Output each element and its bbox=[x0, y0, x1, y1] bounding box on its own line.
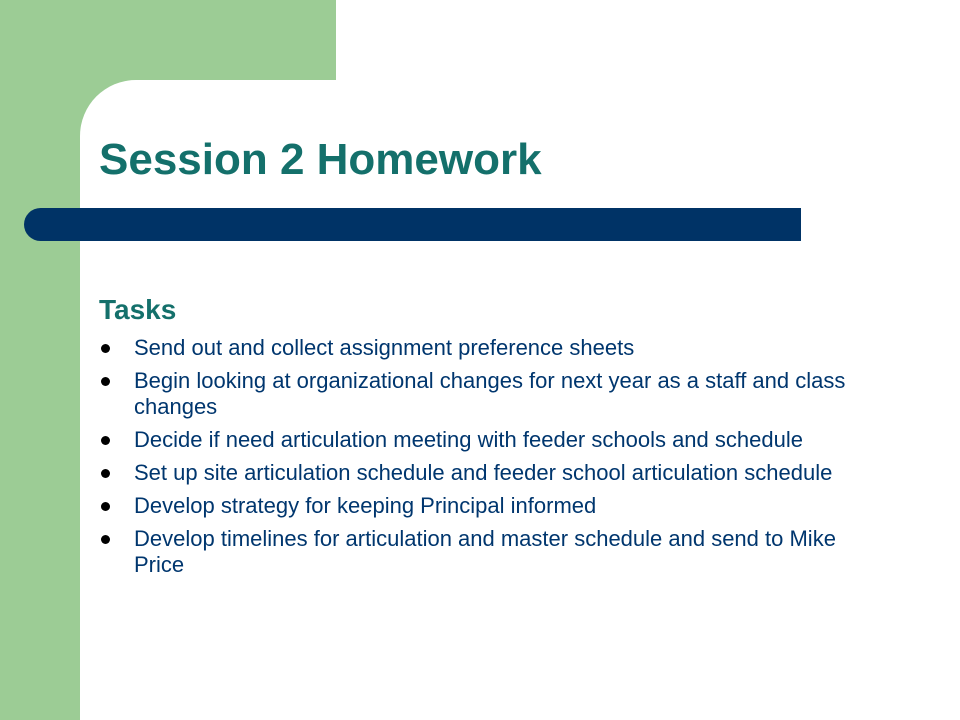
task-text: Set up site articulation schedule and feeder school articulation schedule bbox=[134, 460, 833, 485]
task-text: Develop strategy for keeping Principal informed bbox=[134, 493, 597, 518]
task-text: Send out and collect assignment preference sheets bbox=[134, 335, 635, 360]
task-text: Decide if need articulation meeting with feeder schools and schedule bbox=[134, 427, 803, 452]
task-text: Begin looking at organizational changes for next year as a staff and class changes bbox=[134, 368, 846, 419]
bullet-icon bbox=[101, 344, 110, 353]
task-item bbox=[99, 368, 859, 420]
section-heading: Tasks bbox=[99, 294, 177, 325]
task-list bbox=[99, 335, 859, 578]
task-item bbox=[99, 427, 859, 453]
bullet-icon bbox=[101, 436, 110, 445]
bullet-icon bbox=[101, 377, 110, 386]
bullet-icon bbox=[101, 535, 110, 544]
task-item bbox=[99, 335, 859, 361]
bullet-icon bbox=[101, 502, 110, 511]
bullet-icon bbox=[101, 469, 110, 478]
task-item bbox=[99, 460, 859, 486]
task-text: Develop timelines for articulation and master schedule and send to Mike Price bbox=[134, 526, 836, 577]
task-item bbox=[99, 493, 859, 519]
title-underline-bar bbox=[24, 208, 801, 241]
task-item bbox=[99, 526, 859, 578]
slide-title: Session 2 Homework bbox=[99, 135, 542, 184]
slide-body bbox=[99, 291, 859, 585]
